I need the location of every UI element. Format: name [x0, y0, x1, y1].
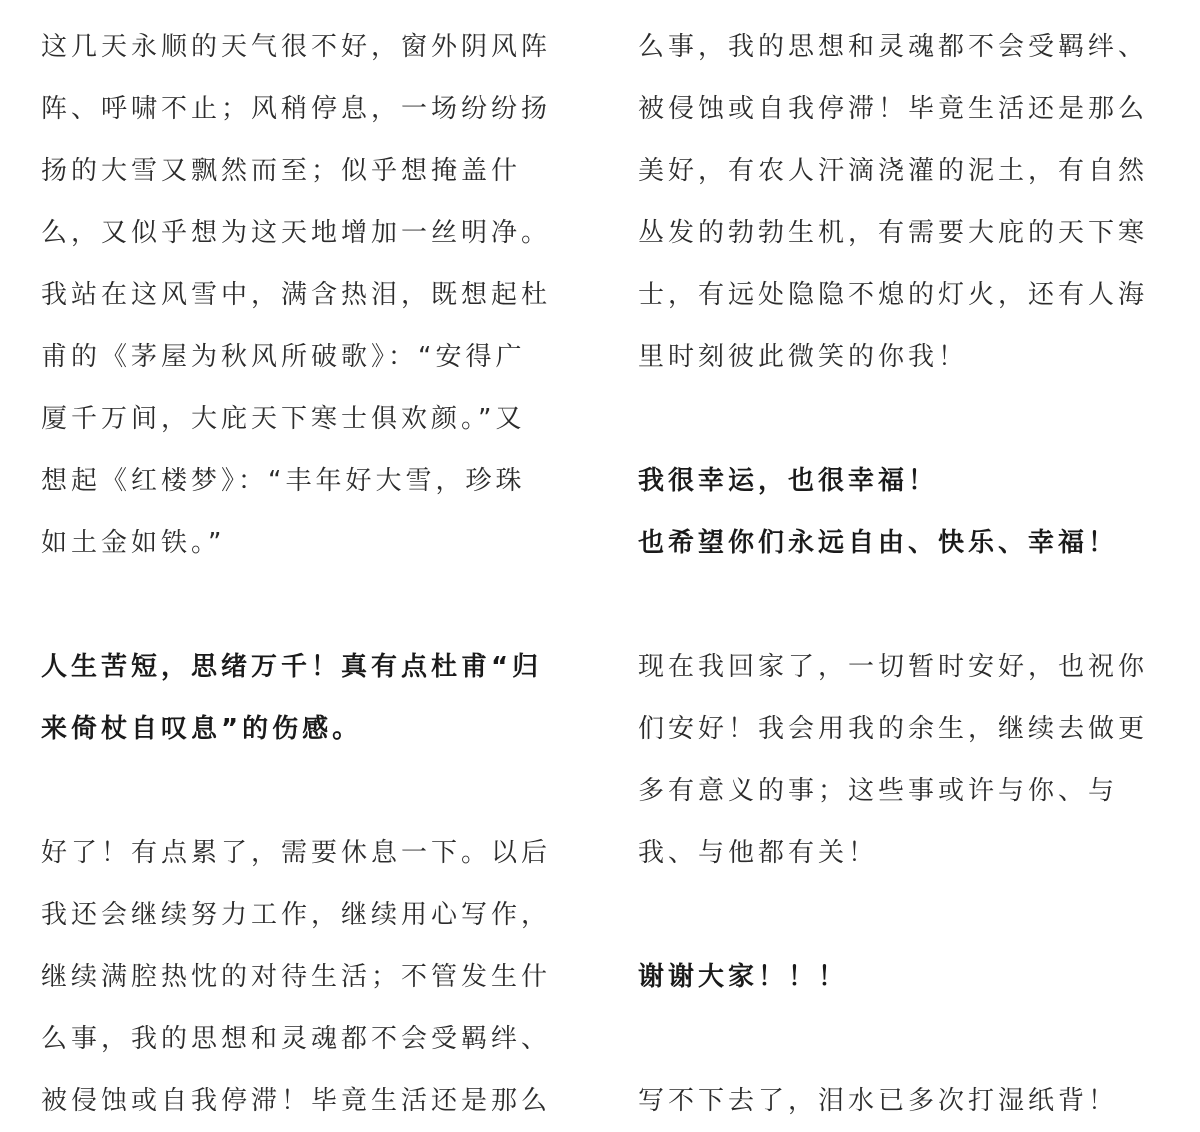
paragraph-spacer — [41, 760, 565, 822]
text-line: 甫的《茅屋为秋风所破歌》：“安得广 — [41, 342, 526, 372]
text-line: 里时刻彼此微笑的你我！ — [638, 342, 969, 372]
paragraph-life-beautiful — [638, 16, 1164, 388]
paragraph-weather — [41, 16, 565, 574]
text-line: 么，又似乎想为这天地增加一丝明净。 — [41, 218, 552, 248]
text-line: 如土金如铁。” — [41, 528, 226, 558]
text-line: 我、与他都有关！ — [638, 838, 879, 868]
left-column — [41, 16, 565, 1132]
text-line: 士，有远处隐隐不熄的灯火，还有人海 — [638, 280, 1149, 310]
text-line: 这几天永顺的天气很不好，窗外阴风阵 — [41, 32, 552, 62]
paragraph-thanks — [638, 946, 1164, 1008]
paragraph-spacer — [638, 884, 1164, 946]
text-line: 被侵蚀或自我停滞！毕竟生活还是那么 — [41, 1086, 552, 1116]
text-line: 我还会继续努力工作，继续用心写作， — [41, 900, 552, 930]
text-line: 想起《红楼梦》：“丰年好大雪，珍珠 — [41, 466, 526, 496]
right-column — [638, 16, 1164, 1132]
text-line: 来倚杖自叹息”的伤感。 — [41, 714, 363, 744]
text-line: 们安好！我会用我的余生，继续去做更 — [638, 714, 1149, 744]
paragraph-life-short — [41, 636, 565, 760]
text-line: 厦千万间，大庇天下寒士俱欢颜。”又 — [41, 404, 526, 434]
paragraph-spacer — [638, 1008, 1164, 1070]
text-line: 阵、呼啸不止；风稍停息，一场纷纷扬 — [41, 94, 552, 124]
paragraph-spacer — [41, 574, 565, 636]
text-line: 美好，有农人汗滴浇灌的泥土，有自然 — [638, 156, 1149, 186]
paragraph-home — [638, 636, 1164, 884]
text-line: 我站在这风雪中，满含热泪，既想起杜 — [41, 280, 552, 310]
paragraph-rest — [41, 822, 565, 1132]
text-line: 么事，我的思想和灵魂都不会受羁绊、 — [638, 32, 1149, 62]
text-line: 么事，我的思想和灵魂都不会受羁绊、 — [41, 1024, 552, 1054]
text-line: 我很幸运，也很幸福！ — [638, 466, 939, 496]
text-line: 也希望你们永远自由、快乐、幸福！ — [638, 528, 1119, 558]
text-line: 现在我回家了，一切暂时安好，也祝你 — [638, 652, 1149, 682]
text-line: 丛发的勃勃生机，有需要大庇的天下寒 — [638, 218, 1149, 248]
text-line: 人生苦短，思绪万千！真有点杜甫“归 — [41, 652, 543, 682]
text-line: 好了！有点累了，需要休息一下。以后 — [41, 838, 552, 868]
text-line: 继续满腔热忱的对待生活；不管发生什 — [41, 962, 552, 992]
paragraph-spacer — [638, 388, 1164, 450]
text-line: 谢谢大家！！！ — [638, 962, 849, 992]
paragraph-lucky — [638, 450, 1164, 574]
text-line: 写不下去了，泪水已多次打湿纸背！ — [638, 1086, 1119, 1116]
paragraph-tears — [638, 1070, 1164, 1132]
text-line: 多有意义的事；这些事或许与你、与 — [638, 776, 1119, 806]
text-line: 扬的大雪又飘然而至；似乎想掩盖什 — [41, 156, 522, 186]
paragraph-spacer — [638, 574, 1164, 636]
text-line: 被侵蚀或自我停滞！毕竟生活还是那么 — [638, 94, 1149, 124]
